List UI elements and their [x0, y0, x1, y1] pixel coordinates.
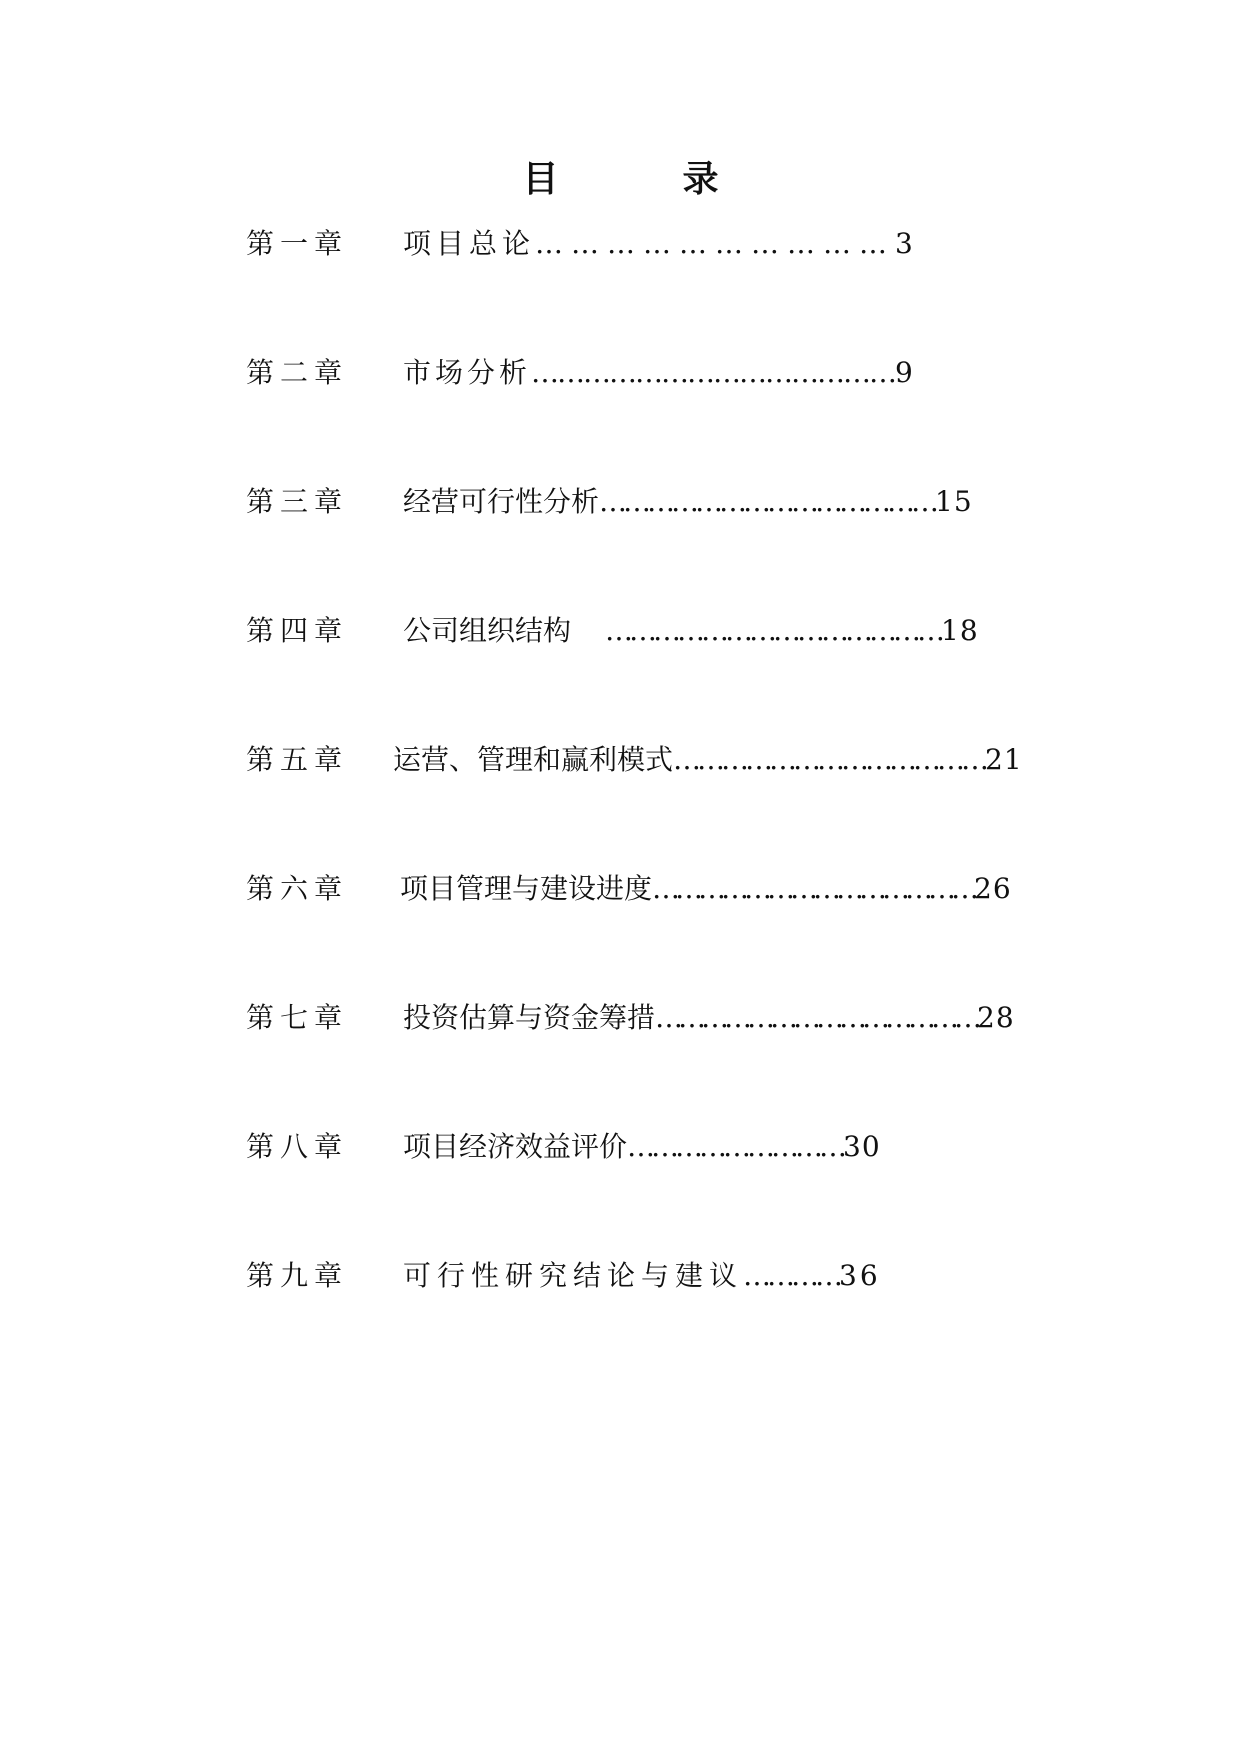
chapter-title — [403, 482, 973, 522]
page-number: 36 — [839, 1259, 881, 1292]
chapter-number: 第五章 — [246, 743, 349, 776]
page-title: 目 录 — [522, 159, 763, 200]
chapter-title-text: 市场分析 — [403, 356, 532, 389]
leader-dots: ………………………………… — [673, 743, 986, 776]
chapter-number: 第九章 — [246, 1259, 349, 1292]
page-number: 18 — [941, 614, 979, 647]
leader-dots: ……………………… — [627, 1130, 844, 1163]
toc-entry-7[interactable] — [246, 998, 1066, 1127]
toc-entry-2[interactable] — [246, 353, 1066, 482]
page-number: 3 — [895, 227, 914, 260]
chapter-number: 第三章 — [246, 485, 349, 518]
page-number: 26 — [974, 872, 1012, 905]
toc-entry-5[interactable] — [246, 740, 1066, 869]
page-number: 28 — [977, 1001, 1015, 1034]
chapter-number: 第七章 — [246, 1001, 349, 1034]
leader-dots: …………………………………… — [599, 485, 936, 518]
chapter-number: 第六章 — [246, 872, 349, 905]
chapter-title-text: 经营可行性分析 — [403, 485, 600, 518]
chapter-title — [403, 1256, 881, 1296]
leader-dots: …………………………………… — [655, 1001, 978, 1034]
chapter-number: 第一章 — [246, 227, 349, 260]
table-of-contents — [246, 224, 1066, 1385]
page-number: 15 — [935, 485, 973, 518]
chapter-title — [403, 353, 914, 393]
chapter-title-text: 可行性研究结论与建议 — [403, 1259, 744, 1292]
chapter-title-text: 项目管理与建设进度 — [400, 872, 653, 905]
chapter-number: 第二章 — [246, 356, 349, 389]
chapter-title-text: 公司组织结构 — [403, 614, 572, 647]
toc-entry-3[interactable] — [246, 482, 1066, 611]
chapter-title — [400, 869, 1012, 909]
toc-entry-8[interactable] — [246, 1127, 1066, 1256]
toc-entry-6[interactable] — [246, 869, 1066, 998]
chapter-number: 第四章 — [246, 614, 349, 647]
leader-dots: ………………………… — [535, 227, 896, 260]
chapter-title — [403, 611, 979, 651]
chapter-title-text: 投资估算与资金筹措 — [403, 1001, 656, 1034]
chapter-title — [403, 1127, 881, 1167]
chapter-title-text: 运营、管理和赢利模式 — [393, 743, 674, 776]
chapter-title-text: 项目经济效益评价 — [403, 1130, 628, 1163]
leader-dots: ………… — [743, 1259, 840, 1292]
page-number: 30 — [843, 1130, 881, 1163]
leader-dots: …………………………………… — [531, 356, 896, 389]
chapter-title — [403, 224, 914, 264]
page-number: 21 — [985, 743, 1023, 776]
page-number: 9 — [895, 356, 914, 389]
toc-entry-9[interactable] — [246, 1256, 1066, 1385]
leader-dots: …………………………………… — [652, 872, 975, 905]
toc-entry-1[interactable] — [246, 224, 1066, 353]
toc-entry-4[interactable] — [246, 611, 1066, 740]
chapter-title — [403, 998, 1015, 1038]
leader-dots: …………………………………… — [605, 614, 942, 647]
chapter-title-text: 项目总论 — [403, 227, 536, 260]
chapter-number: 第八章 — [246, 1130, 349, 1163]
chapter-title — [393, 740, 1023, 780]
